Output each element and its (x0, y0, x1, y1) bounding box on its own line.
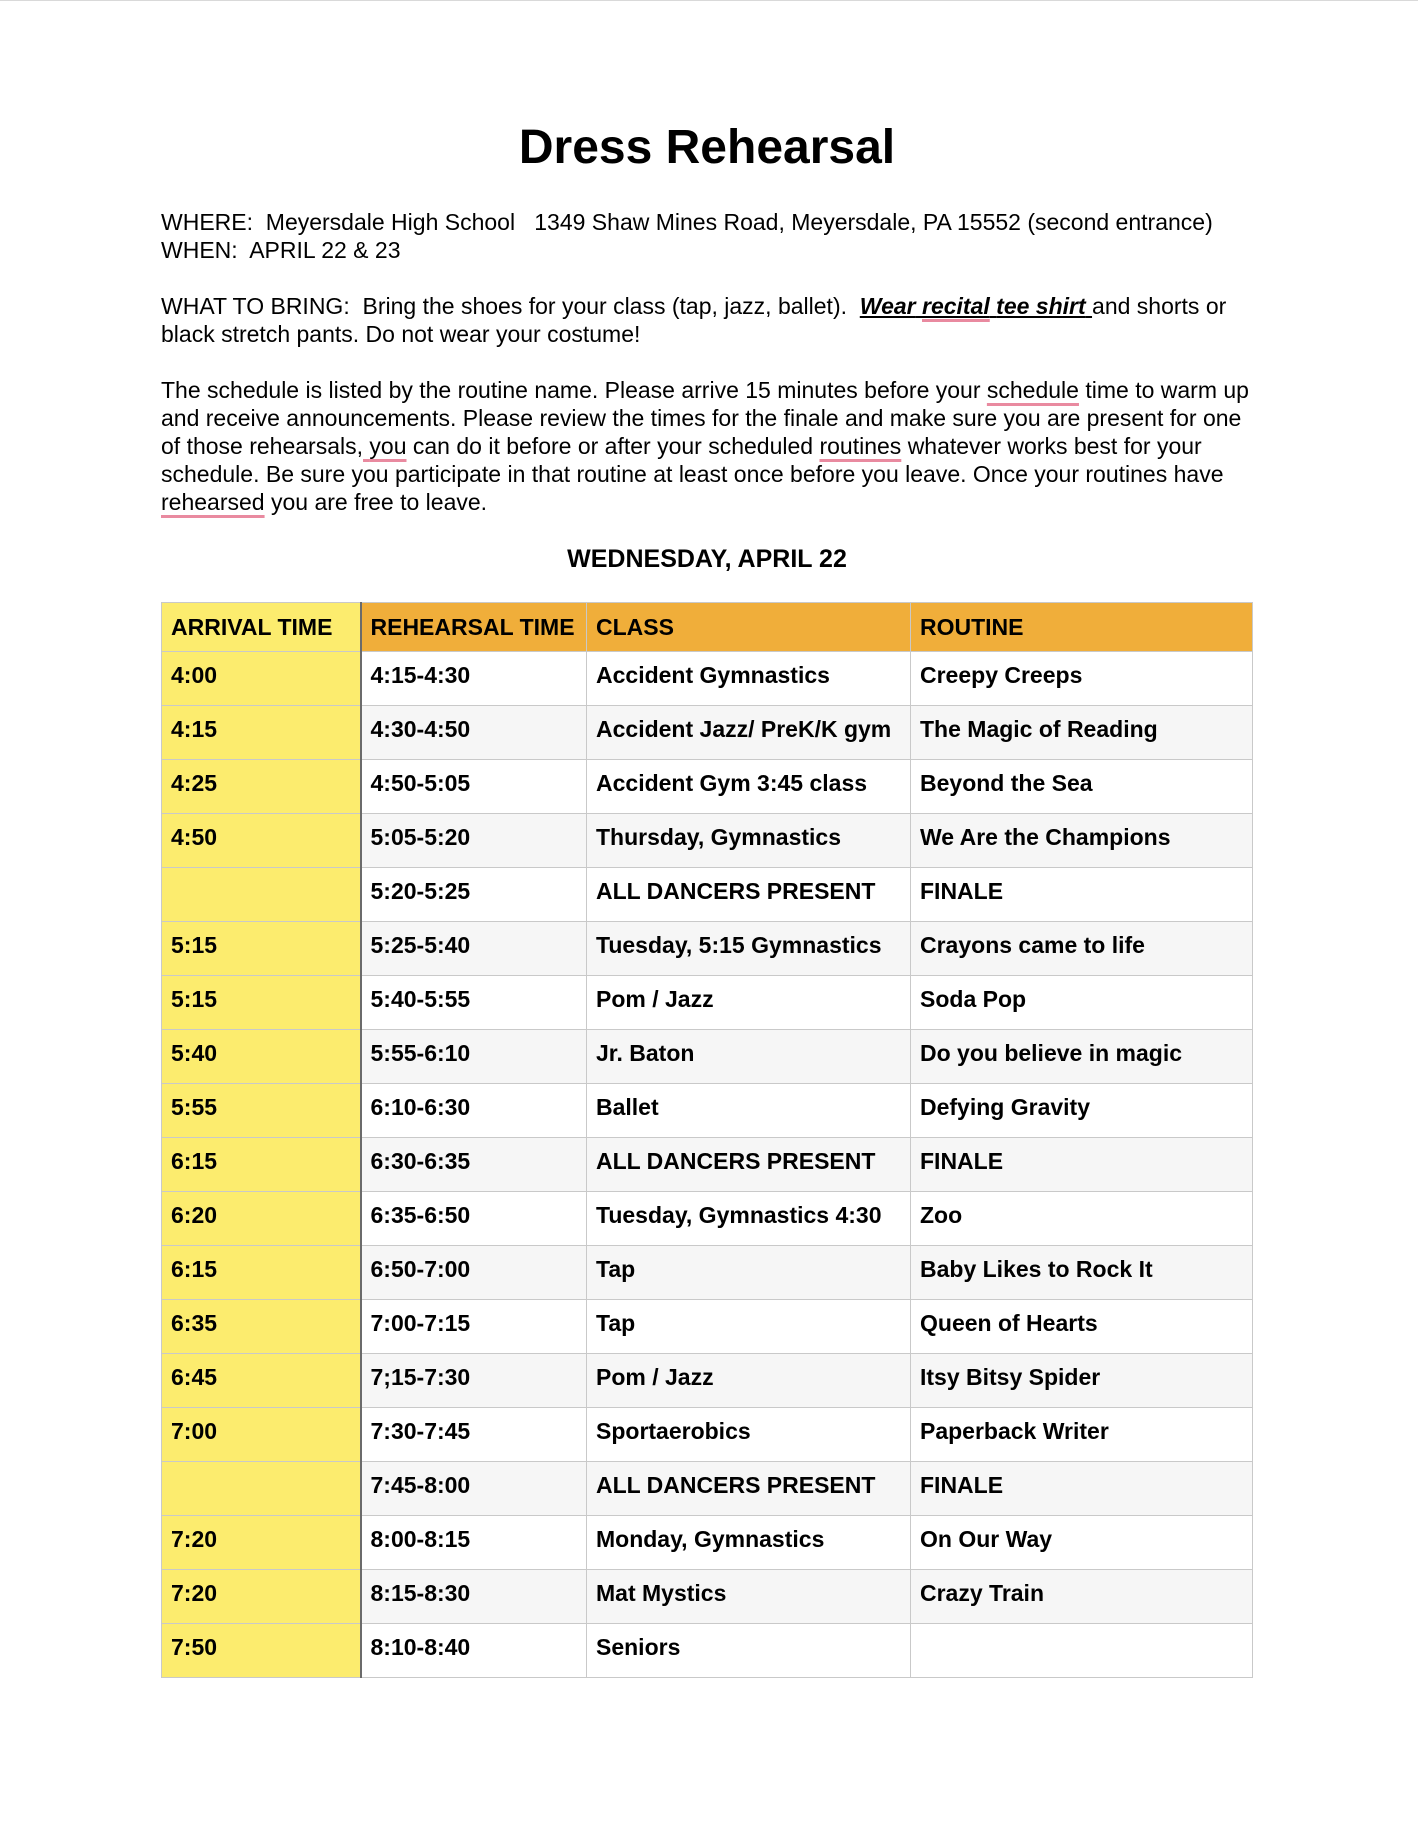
routine-cell: Zoo (911, 1192, 1253, 1246)
arrival-cell: 5:15 (162, 976, 361, 1030)
arrival-cell (162, 868, 361, 922)
routine-cell: Do you believe in magic (911, 1030, 1253, 1084)
routine-cell: FINALE (911, 1462, 1253, 1516)
spellcheck-you: you (369, 433, 407, 459)
arrival-cell: 6:15 (162, 1138, 361, 1192)
arrival-cell (162, 1462, 361, 1516)
class-cell: Sportaerobics (587, 1408, 911, 1462)
arrival-cell: 4:15 (162, 706, 361, 760)
where-label: WHERE: (161, 209, 253, 235)
note-text: whatever works best for your schedule. Be sure you participate in that routine at least once before you leave. Once your routines have (161, 433, 1224, 487)
arrival-cell: 5:15 (162, 922, 361, 976)
class-cell: Ballet (587, 1084, 911, 1138)
routine-cell: Paperback Writer (911, 1408, 1253, 1462)
rehearsal-cell: 5:25-5:40 (361, 922, 587, 976)
class-cell: Pom / Jazz (587, 1354, 911, 1408)
note-text: you are free to leave. (270, 489, 488, 515)
rehearsal-cell: 4:50-5:05 (361, 760, 587, 814)
arrival-cell: 5:40 (162, 1030, 361, 1084)
spacer (161, 348, 1253, 376)
where-line (161, 208, 1253, 236)
rehearsal-cell: 6:50-7:00 (361, 1246, 587, 1300)
routine-cell: Crazy Train (911, 1570, 1253, 1624)
rehearsal-cell: 7:30-7:45 (361, 1408, 587, 1462)
spellcheck-routines: routines (819, 433, 902, 459)
rehearsal-cell: 5:55-6:10 (361, 1030, 587, 1084)
bring-text-after: and shorts or black stretch pants. Do not wear your costume! (161, 293, 1227, 347)
class-cell: Mat Mystics (587, 1570, 911, 1624)
note-text: The schedule is listed by the routine name. Please arrive 15 minutes before your (161, 377, 981, 403)
routine-cell: On Our Way (911, 1516, 1253, 1570)
note-text: time to warm up and receive announcements. Please review the times for the finale and make sure you are present for one of those rehearsals, (161, 377, 1249, 459)
spellcheck-recital: recital (922, 293, 990, 319)
table-row (162, 1516, 1253, 1570)
rehearsal-cell: 7;15-7:30 (361, 1354, 587, 1408)
rehearsal-cell: 8:00-8:15 (361, 1516, 587, 1570)
table-row (162, 652, 1253, 706)
table-row (162, 868, 1253, 922)
rehearsal-cell: 8:15-8:30 (361, 1570, 587, 1624)
document-page (161, 118, 1253, 1678)
table-row (162, 1084, 1253, 1138)
arrival-cell: 7:00 (162, 1408, 361, 1462)
table-row (162, 706, 1253, 760)
arrival-cell: 4:00 (162, 652, 361, 706)
arrival-cell: 6:15 (162, 1246, 361, 1300)
rehearsal-cell: 4:15-4:30 (361, 652, 587, 706)
arrival-cell: 6:35 (162, 1300, 361, 1354)
class-cell: ALL DANCERS PRESENT (587, 1462, 911, 1516)
header-rehearsal-time: REHEARSAL TIME (361, 603, 587, 652)
class-cell: Seniors (587, 1624, 911, 1678)
table-row (162, 760, 1253, 814)
class-cell: Tap (587, 1300, 911, 1354)
arrival-cell: 4:25 (162, 760, 361, 814)
class-cell: Accident Gym 3:45 class (587, 760, 911, 814)
table-header-row (162, 603, 1253, 652)
arrival-cell: 7:50 (162, 1624, 361, 1678)
bring-label: WHAT TO BRING: (161, 293, 350, 319)
table-row (162, 814, 1253, 868)
table-row (162, 1462, 1253, 1516)
routine-cell: The Magic of Reading (911, 706, 1253, 760)
note-text: can do it before or after your scheduled (412, 433, 814, 459)
rehearsal-cell: 5:05-5:20 (361, 814, 587, 868)
when-label: WHEN: (161, 237, 238, 263)
bring-text-before: Bring the shoes for your class (tap, jazz, ballet). (362, 293, 847, 319)
rehearsal-cell: 7:45-8:00 (361, 1462, 587, 1516)
table-row (162, 1408, 1253, 1462)
class-cell: Tuesday, Gymnastics 4:30 (587, 1192, 911, 1246)
page-title: Dress Rehearsal (518, 121, 896, 174)
rehearsal-cell: 6:35-6:50 (361, 1192, 587, 1246)
routine-cell: FINALE (911, 1138, 1253, 1192)
table-row (162, 1300, 1253, 1354)
what-to-bring-paragraph (161, 292, 1253, 348)
routine-cell: FINALE (911, 868, 1253, 922)
arrival-cell: 7:20 (162, 1570, 361, 1624)
spellcheck-rehearsed: rehearsed (161, 489, 265, 515)
class-cell: Jr. Baton (587, 1030, 911, 1084)
routine-cell: Soda Pop (911, 976, 1253, 1030)
where-venue: Meyersdale High School (265, 209, 516, 235)
table-row (162, 1570, 1253, 1624)
routine-cell: Baby Likes to Rock It (911, 1246, 1253, 1300)
class-cell: ALL DANCERS PRESENT (587, 1138, 911, 1192)
class-cell: Pom / Jazz (587, 976, 911, 1030)
table-row (162, 1192, 1253, 1246)
table-row (162, 1030, 1253, 1084)
table-row (162, 1138, 1253, 1192)
class-cell: Tuesday, 5:15 Gymnastics (587, 922, 911, 976)
table-row (162, 976, 1253, 1030)
schedule-note-paragraph (161, 376, 1253, 516)
arrival-cell: 4:50 (162, 814, 361, 868)
arrival-cell: 5:55 (162, 1084, 361, 1138)
day-heading: WEDNESDAY, APRIL 22 (567, 545, 847, 573)
rehearsal-cell: 6:10-6:30 (361, 1084, 587, 1138)
schedule-body (162, 652, 1253, 1678)
class-cell: Thursday, Gymnastics (587, 814, 911, 868)
arrival-cell: 7:20 (162, 1516, 361, 1570)
routine-cell: Itsy Bitsy Spider (911, 1354, 1253, 1408)
header-arrival-time: ARRIVAL TIME (162, 603, 361, 652)
class-cell: Monday, Gymnastics (587, 1516, 911, 1570)
rehearsal-cell: 4:30-4:50 (361, 706, 587, 760)
table-row (162, 922, 1253, 976)
arrival-cell: 6:20 (162, 1192, 361, 1246)
routine-cell: Beyond the Sea (911, 760, 1253, 814)
rehearsal-cell: 5:20-5:25 (361, 868, 587, 922)
header-class: CLASS (587, 603, 911, 652)
table-row (162, 1354, 1253, 1408)
header-routine: ROUTINE (911, 603, 1253, 652)
class-cell: Accident Gymnastics (587, 652, 911, 706)
when-value: APRIL 22 & 23 (249, 237, 401, 263)
routine-cell: Queen of Hearts (911, 1300, 1253, 1354)
page-top-rule (0, 0, 1418, 1)
spacer (161, 264, 1253, 292)
routine-cell: Creepy Creeps (911, 652, 1253, 706)
routine-cell: We Are the Champions (911, 814, 1253, 868)
rehearsal-cell: 5:40-5:55 (361, 976, 587, 1030)
rehearsal-cell: 7:00-7:15 (361, 1300, 587, 1354)
wear-recital-tee-shirt-emphasis: Wear recital tee shirt (859, 293, 1086, 319)
spellcheck-schedule: schedule (986, 377, 1079, 403)
class-cell: Tap (587, 1246, 911, 1300)
arrival-cell: 6:45 (162, 1354, 361, 1408)
rehearsal-cell: 8:10-8:40 (361, 1624, 587, 1678)
class-cell: Accident Jazz/ PreK/K gym (587, 706, 911, 760)
routine-cell (911, 1624, 1253, 1678)
class-cell: ALL DANCERS PRESENT (587, 868, 911, 922)
routine-cell: Crayons came to life (911, 922, 1253, 976)
rehearsal-cell: 6:30-6:35 (361, 1138, 587, 1192)
table-row (162, 1624, 1253, 1678)
when-line (161, 236, 1253, 264)
where-address: 1349 Shaw Mines Road, Meyersdale, PA 15552 (second entrance) (534, 209, 1213, 235)
schedule-table (161, 602, 1253, 1678)
routine-cell: Defying Gravity (911, 1084, 1253, 1138)
table-row (162, 1246, 1253, 1300)
